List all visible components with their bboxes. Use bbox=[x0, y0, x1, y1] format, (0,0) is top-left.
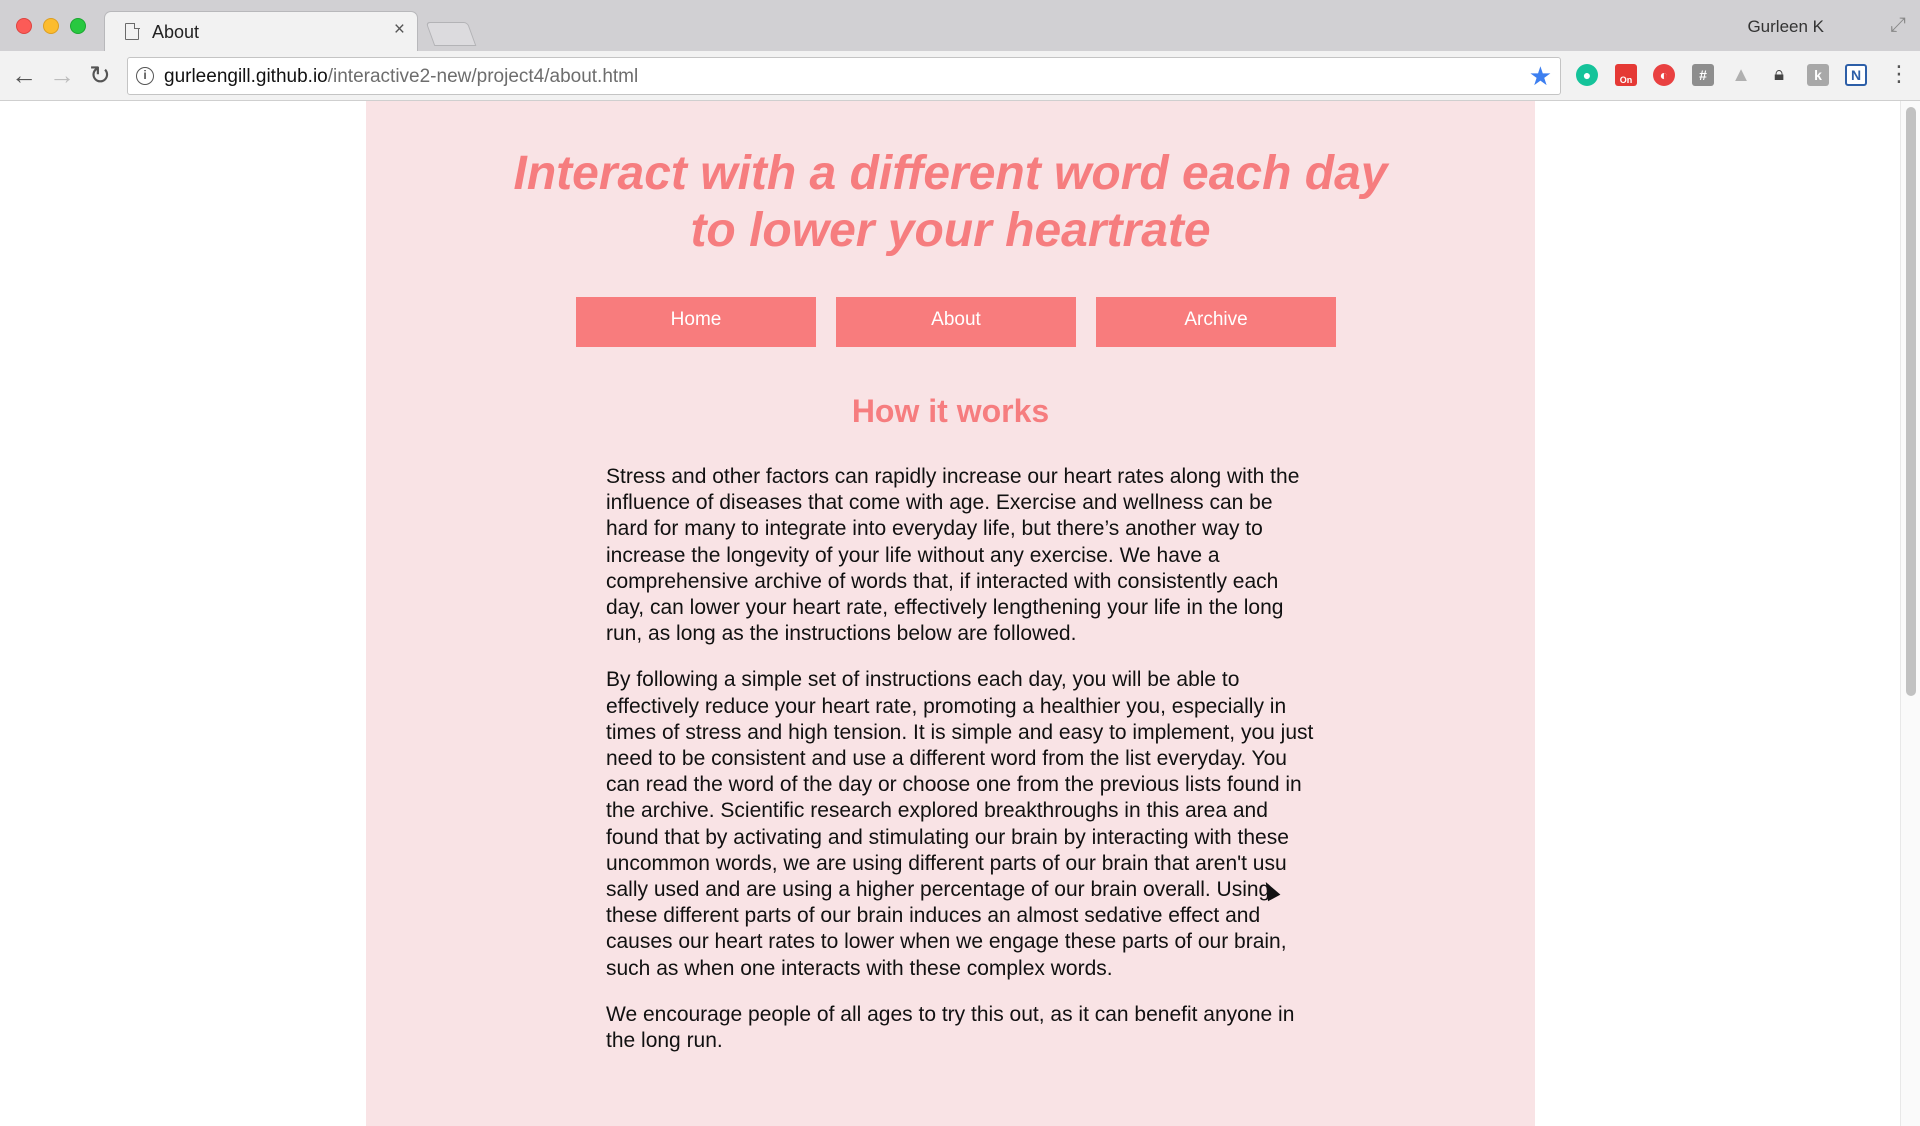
on-extension-icon[interactable] bbox=[1615, 64, 1637, 86]
lock-extension-icon[interactable]: 🔒︎ bbox=[1773, 64, 1785, 85]
headline-line-2: to lower your heartrate bbox=[690, 204, 1211, 257]
main-nav bbox=[576, 297, 1337, 347]
drive-extension-icon[interactable]: ▲ bbox=[1731, 64, 1751, 86]
tab-close-icon[interactable]: × bbox=[393, 19, 405, 40]
fullscreen-icon[interactable]: ⤢ bbox=[1890, 14, 1906, 36]
info-icon[interactable]: i bbox=[136, 67, 154, 85]
vertical-scrollbar[interactable] bbox=[1900, 101, 1920, 1126]
nav-about-link[interactable]: About bbox=[836, 297, 1076, 347]
reload-icon[interactable]: ↻ bbox=[89, 60, 111, 90]
paragraph-2: By following a simple set of instructions each day, you will be able to effectively reduce your heart rate, promoting a healthier you, especially in times of stress and high tension. It is simple and easy to implement, you just need to be consistent and use a different word from the list everyday. You can read the word of the day or choose one from the previous lists found in the archive. Scientific research explored breakthroughs in this area and found that by activating and stimulating our brain by interacting with these uncommon words, we are using different parts of our brain that aren't usu sally used and are using a higher percentage of our brain overall. Using these different parts of our brain induces an almost sedative effect and causes our heart rates to lower when we engage these parts of our brain, such as when one interacts with these complex words. bbox=[606, 668, 1314, 980]
paragraph-1: Stress and other factors can rapidly increase our heart rates along with the influence of diseases that come with age. Exercise and wellness can be hard for many to integrate into everyday life, but there’s another way to increase the longevity of your life without any exercise. We have a comprehensive archive of words that, if interacted with consistently each day, can lower your heart rate, effectively lengthening your life in the long run, as long as the instructions below are followed. bbox=[606, 465, 1300, 646]
hash-extension-icon[interactable]: # bbox=[1692, 64, 1714, 86]
browser-titlebar bbox=[0, 0, 1920, 51]
page-viewport bbox=[0, 101, 1920, 1126]
about-content bbox=[606, 464, 1318, 1074]
url-host: gurleengill.github.io bbox=[164, 66, 328, 87]
back-arrow-icon[interactable]: ← bbox=[11, 60, 37, 90]
browser-tab[interactable] bbox=[104, 11, 418, 52]
nav-home-link[interactable]: Home bbox=[576, 297, 816, 347]
tab-title: About bbox=[152, 22, 200, 42]
page-headline bbox=[366, 145, 1535, 259]
url-text[interactable] bbox=[164, 66, 638, 88]
section-title: How it works bbox=[851, 393, 1050, 429]
paragraph-3: We encourage people of all ages to try this out, as it can benefit anyone in the long run. bbox=[606, 1002, 1295, 1053]
address-bar[interactable] bbox=[127, 57, 1561, 95]
new-tab-button[interactable] bbox=[426, 22, 477, 46]
close-window-button[interactable] bbox=[16, 18, 32, 34]
opera-extension-icon[interactable]: ◐ bbox=[1653, 64, 1675, 86]
bookmark-star-icon[interactable]: ★ bbox=[1528, 61, 1552, 91]
scrollbar-thumb[interactable] bbox=[1906, 107, 1916, 696]
browser-toolbar bbox=[0, 51, 1920, 101]
document-icon bbox=[125, 23, 139, 40]
content-panel bbox=[366, 101, 1535, 1126]
profile-name[interactable]: Gurleen K bbox=[1747, 17, 1824, 36]
nav-archive-link[interactable]: Archive bbox=[1096, 297, 1336, 347]
headline-line-1: Interact with a different word each day bbox=[513, 147, 1388, 200]
n-extension-icon[interactable]: N bbox=[1845, 64, 1867, 86]
grammarly-extension-icon[interactable]: ● bbox=[1576, 64, 1598, 86]
browser-menu-icon[interactable]: ⋮ bbox=[1888, 61, 1910, 86]
url-path: /interactive2-new/project4/about.html bbox=[327, 66, 639, 87]
forward-arrow-icon[interactable]: → bbox=[49, 60, 75, 90]
on-badge: On bbox=[1619, 75, 1633, 85]
minimize-window-button[interactable] bbox=[43, 18, 59, 34]
k-extension-icon[interactable]: k bbox=[1807, 64, 1829, 86]
maximize-window-button[interactable] bbox=[70, 18, 86, 34]
